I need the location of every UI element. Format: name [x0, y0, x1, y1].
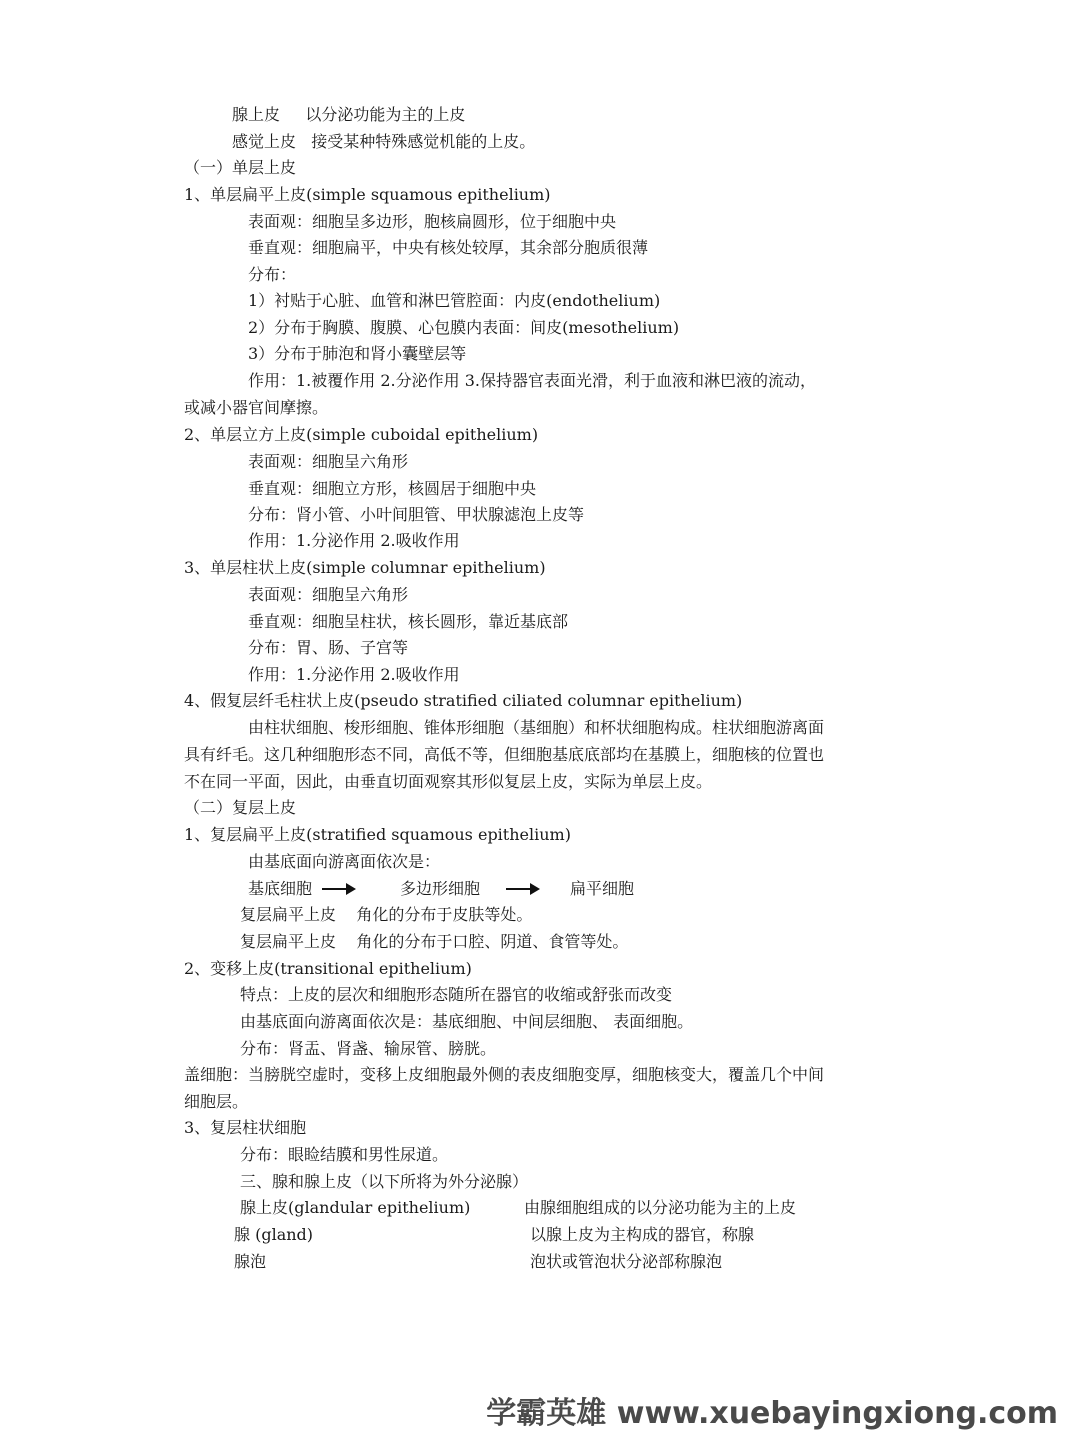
- text-line: 分布：: [248, 265, 297, 284]
- flow-step: 多边形细胞: [400, 879, 481, 898]
- text-line: 具有纤毛。这几种细胞形态不同，高低不等，但细胞基底底部均在基膜上，细胞核的位置也: [184, 745, 825, 764]
- arrow-right-icon: [506, 878, 542, 900]
- text-line: 作用：1.分泌作用 2.吸收作用: [248, 531, 460, 550]
- text-line: 垂直观：细胞扁平，中央有核处较厚，其余部分胞质很薄: [248, 238, 649, 257]
- text-line: 分布：肾盂、肾盏、输尿管、膀胱。: [240, 1039, 497, 1058]
- term: 腺上皮(glandular epithelium): [240, 1198, 471, 1217]
- text-line: 不在同一平面，因此，由垂直切面观察其形似复层上皮，实际为单层上皮。: [184, 772, 713, 791]
- section-heading: （一）单层上皮: [184, 158, 297, 177]
- text-line: 细胞层。: [184, 1092, 249, 1111]
- definition: 由腺细胞组成的以分泌功能为主的上皮: [524, 1198, 797, 1217]
- text-line: 由基底面向游离面依次是：: [248, 852, 441, 871]
- subsection-heading: 2、单层立方上皮(simple cuboidal epithelium): [184, 425, 539, 444]
- text-line: 垂直观：细胞呈柱状，核长圆形，靠近基底部: [248, 612, 569, 631]
- subsection-heading: 3、复层柱状细胞: [184, 1118, 307, 1137]
- text-line: 作用：1.被覆作用 2.分泌作用 3.保持器官表面光滑，利于血液和淋巴液的流动，: [248, 371, 816, 390]
- text-line: 或减小器官间摩擦。: [184, 398, 329, 417]
- definition: 以腺上皮为主构成的器官，称腺: [530, 1225, 755, 1244]
- text-line: 腺上皮 以分泌功能为主的上皮: [232, 105, 466, 124]
- text-line: 复层扁平上皮 角化的分布于口腔、阴道、食管等处。: [240, 932, 629, 951]
- text-line: 垂直观：细胞立方形，核圆居于细胞中央: [248, 479, 537, 498]
- subsection-heading: 4、假复层纤毛柱状上皮(pseudo stratified ciliated columnar epithelium): [184, 691, 743, 710]
- section-heading: （二）复层上皮: [184, 798, 297, 817]
- text-line: 表面观：细胞呈多边形，胞核扁圆形，位于细胞中央: [248, 212, 617, 231]
- text-line: 分布：眼睑结膜和男性尿道。: [240, 1145, 449, 1164]
- text-line: 作用：1.分泌作用 2.吸收作用: [248, 665, 460, 684]
- text-line: 表面观：细胞呈六角形: [248, 452, 409, 471]
- text-line: 特点：上皮的层次和细胞形态随所在器官的收缩或舒张而改变: [240, 985, 673, 1004]
- section-heading: 三、腺和腺上皮（以下所将为外分泌腺）: [240, 1172, 529, 1191]
- text-line: 复层扁平上皮 角化的分布于皮肤等处。: [240, 905, 533, 924]
- text-line: 感觉上皮 接受某种特殊感觉机能的上皮。: [232, 132, 536, 151]
- term: 腺泡: [234, 1252, 267, 1271]
- term: 腺 (gland): [234, 1225, 314, 1244]
- text-line: 盖细胞：当膀胱空虚时，变移上皮细胞最外侧的表皮细胞变厚，细胞核变大，覆盖几个中间: [184, 1065, 825, 1084]
- subsection-heading: 3、单层柱状上皮(simple columnar epithelium): [184, 558, 546, 577]
- flow-step: 基底细胞: [248, 879, 313, 898]
- flow-step: 扁平细胞: [570, 879, 635, 898]
- definition: 泡状或管泡状分泌部称腺泡: [530, 1252, 723, 1271]
- text-line: 表面观：细胞呈六角形: [248, 585, 409, 604]
- subsection-heading: 1、复层扁平上皮(stratified squamous epithelium): [184, 825, 571, 844]
- text-line: 由基底面向游离面依次是：基底细胞、中间层细胞、 表面细胞。: [240, 1012, 694, 1031]
- arrow-right-icon: [322, 878, 358, 900]
- text-line: 3）分布于肺泡和肾小囊壁层等: [248, 344, 467, 363]
- text-line: 分布：肾小管、小叶间胆管、甲状腺滤泡上皮等: [248, 505, 585, 524]
- site-watermark: 学霸英雄 www.xuebayingxiong.com: [486, 1396, 1058, 1431]
- text-line: 2）分布于胸膜、腹膜、心包膜内表面：间皮(mesothelium): [248, 318, 680, 337]
- subsection-heading: 1、单层扁平上皮(simple squamous epithelium): [184, 185, 551, 204]
- text-line: 由柱状细胞、梭形细胞、锥体形细胞（基细胞）和杯状细胞构成。柱状细胞游离面: [248, 718, 825, 737]
- text-line: 1）衬贴于心脏、血管和淋巴管腔面：内皮(endothelium): [248, 291, 661, 310]
- text-line: 分布：胃、肠、子宫等: [248, 638, 409, 657]
- subsection-heading: 2、变移上皮(transitional epithelium): [184, 959, 472, 978]
